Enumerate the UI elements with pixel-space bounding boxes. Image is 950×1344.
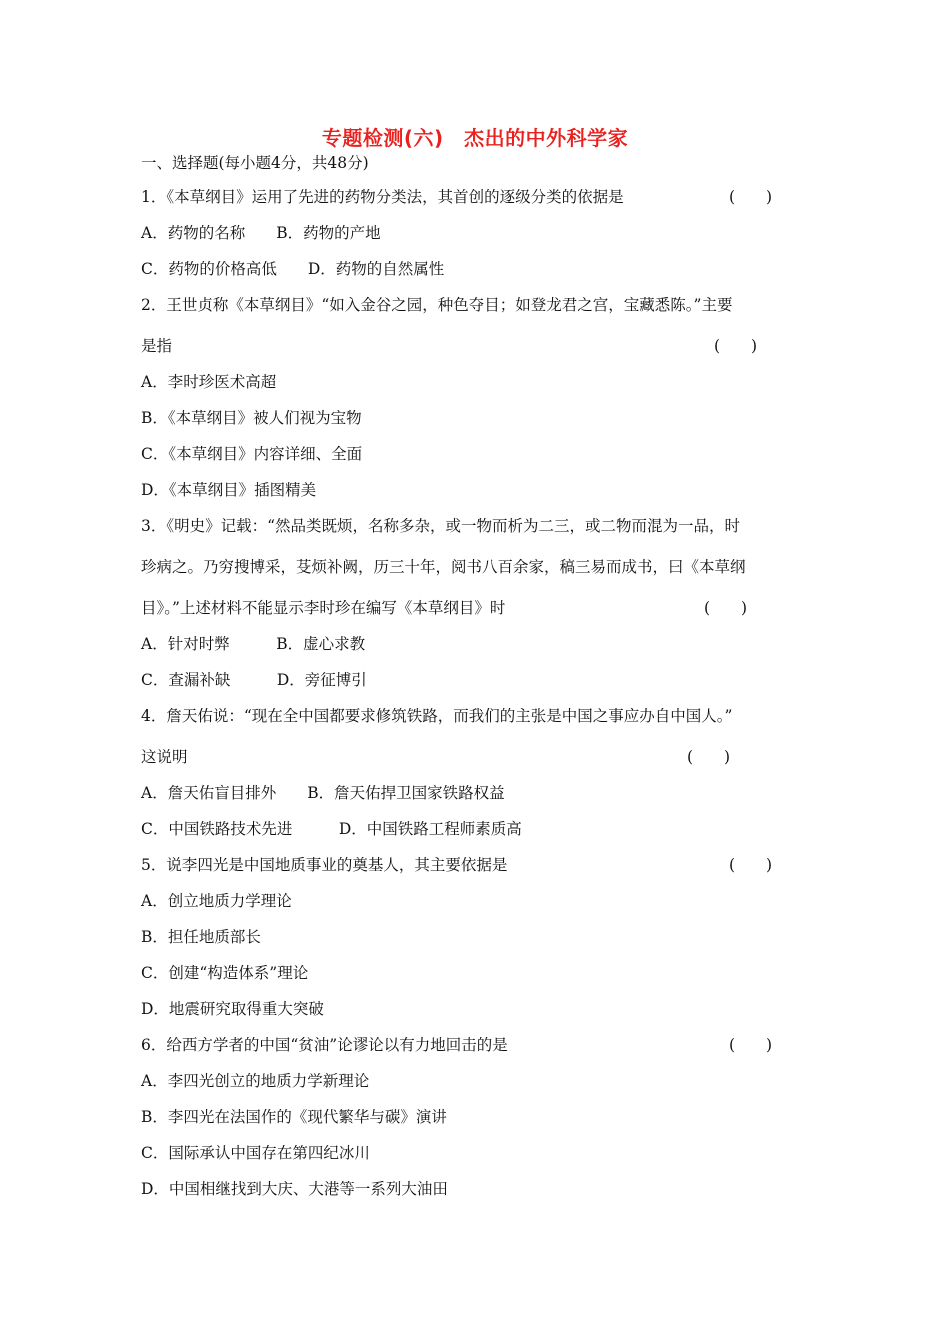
question-6-option-d: D．中国相继找到大庆、大港等一系列大油田 [141, 1180, 448, 1198]
question-1-answer-blank: ( ) [729, 188, 773, 206]
question-2-option-a: A．李时珍医术高超 [141, 373, 277, 391]
question-5-option-b: B．担任地质部长 [141, 928, 261, 946]
question-3-answer-blank: ( ) [704, 599, 748, 617]
question-4-stem-line-1: 4．詹天佑说：“现在全中国都要求修筑铁路，而我们的主张是中国之事应办自中国人。” [141, 707, 733, 725]
question-3-stem-line-1: 3．《明史》记载：“然品类既烦，名称多杂，或一物而析为二三，或二物而混为一品，时 [141, 517, 741, 535]
question-5-option-a: A．创立地质力学理论 [141, 892, 292, 910]
question-1-options-cd: C．药物的价格高低 D．药物的自然属性 [141, 260, 445, 278]
section-heading: 一、选择题(每小题4分，共48分) [141, 154, 369, 172]
question-3-options-ab: A．针对时弊 B．虚心求教 [141, 635, 366, 653]
question-1-stem: 1．《本草纲目》运用了先进的药物分类法，其首创的逐级分类的依据是 [141, 188, 624, 206]
question-4-stem-line-2: 这说明 [141, 748, 188, 766]
question-6-option-b: B．李四光在法国作的《现代繁华与碳》演讲 [141, 1108, 447, 1126]
question-1-options-ab: A．药物的名称 B．药物的产地 [141, 224, 381, 242]
question-2-stem-line-1: 2．王世贞称《本草纲目》“如入金谷之园，种色夺目；如登龙君之宫，宝藏悉陈。”主要 [141, 296, 733, 314]
question-3-stem-line-2: 珍病之。乃穷搜博采，芟烦补阙，历三十年，阅书八百余家，稿三易而成书，曰《本草纲 [141, 558, 746, 576]
question-2-option-c: C．《本草纲目》内容详细、全面 [141, 445, 363, 463]
question-5-answer-blank: ( ) [729, 856, 773, 874]
question-6-option-c: C．国际承认中国存在第四纪冰川 [141, 1144, 370, 1162]
question-5-stem: 5．说李四光是中国地质事业的奠基人，其主要依据是 [141, 856, 508, 874]
question-2-option-d: D．《本草纲目》插图精美 [141, 481, 317, 499]
question-3-stem-line-3: 目》。”上述材料不能显示李时珍在编写《本草纲目》时 [141, 599, 506, 617]
question-2-option-b: B．《本草纲目》被人们视为宝物 [141, 409, 362, 427]
question-2-stem-line-2: 是指 [141, 337, 173, 355]
question-6-option-a: A．李四光创立的地质力学新理论 [141, 1072, 370, 1090]
question-6-stem: 6．给西方学者的中国“贫油”论谬论以有力地回击的是 [141, 1036, 508, 1054]
question-4-options-ab: A．詹天佑盲目排外 B．詹天佑捍卫国家铁路权益 [141, 784, 505, 802]
question-3-options-cd: C．查漏补缺 D．旁征博引 [141, 671, 367, 689]
question-2-answer-blank: ( ) [714, 337, 758, 355]
question-6-answer-blank: ( ) [729, 1036, 773, 1054]
question-4-options-cd: C．中国铁路技术先进 D．中国铁路工程师素质高 [141, 820, 522, 838]
question-5-option-c: C．创建“构造体系”理论 [141, 964, 309, 982]
question-5-option-d: D．地震研究取得重大突破 [141, 1000, 324, 1018]
page-title: 专题检测(六) 杰出的中外科学家 [321, 126, 629, 150]
question-4-answer-blank: ( ) [687, 748, 731, 766]
